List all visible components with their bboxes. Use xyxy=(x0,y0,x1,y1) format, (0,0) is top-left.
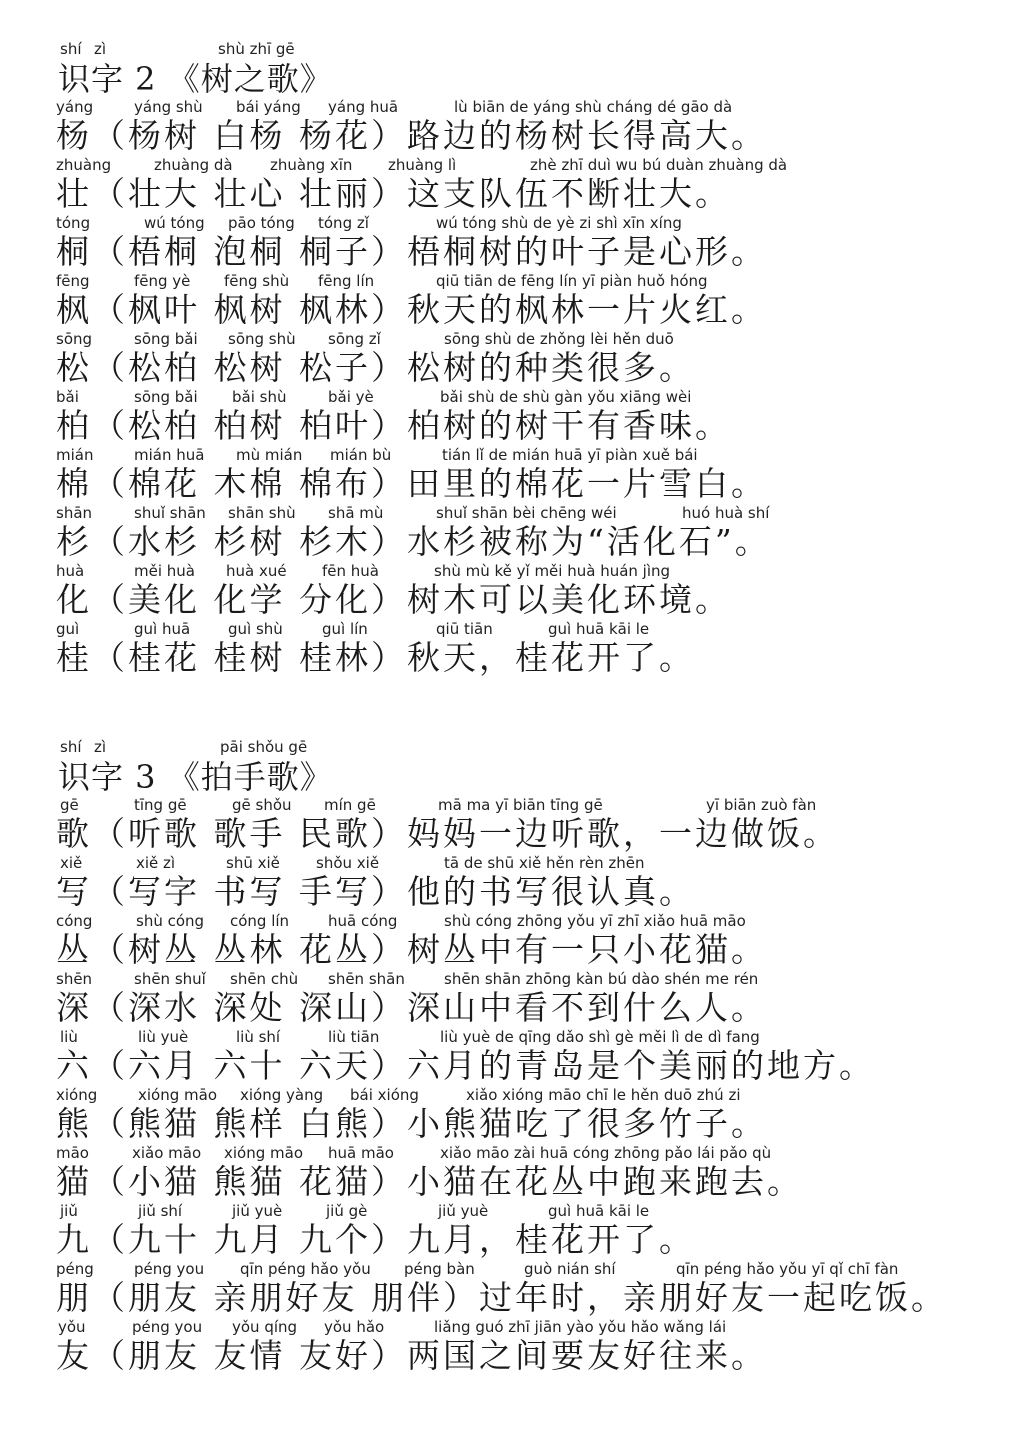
lesson-section xyxy=(56,40,1016,678)
pinyin-group: mín gē xyxy=(324,796,376,814)
pinyin-group: wú tóng shù de yè zi shì xīn xíng xyxy=(436,214,682,232)
pinyin-line xyxy=(56,1028,1016,1046)
vocab-entry xyxy=(56,330,1016,388)
vocab-entry xyxy=(56,1144,1016,1202)
pinyin-line xyxy=(56,98,1016,116)
pinyin-group: xiǎo xióng māo chī le hěn duō zhú zi xyxy=(466,1086,741,1104)
hanzi-line: 杨（杨树 白杨 杨花）路边的杨树长得高大。 xyxy=(56,116,767,155)
vocab-entry xyxy=(56,620,1016,678)
pinyin-group: pāo tóng xyxy=(228,214,295,232)
pinyin-line xyxy=(56,796,1016,814)
lesson-title-row xyxy=(56,40,1016,98)
pinyin-line xyxy=(56,446,1016,464)
pinyin-group: gē shǒu xyxy=(232,796,292,814)
pinyin-group: mù mián xyxy=(236,446,303,464)
pinyin-group: mā ma yī biān tīng gē xyxy=(438,796,603,814)
pinyin-group: shù cóng xyxy=(136,912,205,930)
pinyin-group: měi huà xyxy=(134,562,195,580)
pinyin-group: shù mù kě yǐ měi huà huán jìng xyxy=(434,562,671,580)
pinyin-line xyxy=(56,330,1016,348)
pinyin-group: shēn shān zhōng kàn bú dào shén me rén xyxy=(444,970,759,988)
pinyin-group: yáng huā xyxy=(328,98,399,116)
hanzi-line: 桂（桂花 桂树 桂林）秋天，桂花开了。 xyxy=(56,638,695,677)
vocab-entry xyxy=(56,1318,1016,1376)
pinyin-group: sōng shù de zhǒng lèi hěn duō xyxy=(444,330,674,348)
pinyin-group: liù yuè de qīng dǎo shì gè měi lì de dì fang xyxy=(440,1028,760,1046)
pinyin-group: liù shí xyxy=(236,1028,281,1046)
pinyin-group: fēng xyxy=(56,272,90,290)
pinyin-group: guò nián shí xyxy=(524,1260,616,1278)
pinyin-group: tóng xyxy=(56,214,91,232)
vocab-entry xyxy=(56,854,1016,912)
hanzi-line: 朋（朋友 亲朋好友 朋伴）过年时，亲朋好友一起吃饭。 xyxy=(56,1278,947,1317)
hanzi-line: 柏（松柏 柏树 柏叶）柏树的树干有香味。 xyxy=(56,406,731,445)
pinyin-group: yǒu qíng xyxy=(232,1318,298,1336)
pinyin-group: tīng gē xyxy=(134,796,187,814)
pinyin-group: qiū tiān de fēng lín yī piàn huǒ hóng xyxy=(436,272,708,290)
pinyin-group: zhè zhī duì wu bú duàn zhuàng dà xyxy=(530,156,788,174)
pinyin-group: liù xyxy=(60,1028,78,1046)
vocab-entry xyxy=(56,446,1016,504)
hanzi-line: 壮（壮大 壮心 壮丽）这支队伍不断壮大。 xyxy=(56,174,731,213)
vocab-entry xyxy=(56,272,1016,330)
pinyin-group: shù zhī gē xyxy=(218,40,295,58)
pinyin-group: yǒu xyxy=(58,1318,86,1336)
vocab-entry xyxy=(56,214,1016,272)
pinyin-group: shū xiě xyxy=(226,854,280,872)
pinyin-group: xiǎo māo xyxy=(132,1144,202,1162)
pinyin-line xyxy=(56,388,1016,406)
vocab-entry xyxy=(56,1260,1016,1318)
pinyin-group: shā mù xyxy=(328,504,384,522)
pinyin-group: cóng lín xyxy=(230,912,290,930)
pinyin-group: yī biān zuò fàn xyxy=(706,796,817,814)
pinyin-group: mián xyxy=(56,446,94,464)
vocab-entry xyxy=(56,562,1016,620)
pinyin-group: bái xióng xyxy=(350,1086,419,1104)
pinyin-group: yáng shù xyxy=(134,98,203,116)
vocab-entry xyxy=(56,912,1016,970)
pinyin-line xyxy=(56,970,1016,988)
pinyin-group: shí xyxy=(60,738,82,756)
pinyin-group: shēn shān xyxy=(328,970,405,988)
hanzi-line: 九（九十 九月 九个）九月，桂花开了。 xyxy=(56,1220,695,1259)
pinyin-group: bǎi yè xyxy=(328,388,374,406)
pinyin-line xyxy=(56,1144,1016,1162)
hanzi-line: 写（写字 书写 手写）他的书写很认真。 xyxy=(56,872,695,911)
pinyin-group: shēn shuǐ xyxy=(134,970,206,988)
pinyin-group: sōng bǎi xyxy=(134,388,198,406)
pinyin-group: péng bàn xyxy=(404,1260,475,1278)
pinyin-line xyxy=(56,156,1016,174)
pinyin-group: xióng māo xyxy=(224,1144,303,1162)
pinyin-group: péng you xyxy=(132,1318,203,1336)
pinyin-group: shān xyxy=(56,504,93,522)
pinyin-group: péng xyxy=(56,1260,94,1278)
hanzi-line: 猫（小猫 熊猫 花猫）小猫在花丛中跑来跑去。 xyxy=(56,1162,803,1201)
pinyin-group: péng you xyxy=(134,1260,205,1278)
vocab-entry xyxy=(56,970,1016,1028)
pinyin-group: shuǐ shān xyxy=(134,504,206,522)
hanzi-line: 棉（棉花 木棉 棉布）田里的棉花一片雪白。 xyxy=(56,464,767,503)
pinyin-group: xióng yàng xyxy=(240,1086,324,1104)
pinyin-group: pāi shǒu gē xyxy=(220,738,308,756)
pinyin-group: xióng māo xyxy=(138,1086,217,1104)
pinyin-group: māo xyxy=(56,1144,89,1162)
hanzi-line: 熊（熊猫 熊样 白熊）小熊猫吃了很多竹子。 xyxy=(56,1104,767,1143)
pinyin-group: bǎi shù de shù gàn yǒu xiāng wèi xyxy=(440,388,692,406)
pinyin-group: guì huā xyxy=(134,620,191,638)
title-pinyin xyxy=(56,738,1016,756)
pinyin-group: fēng shù xyxy=(224,272,290,290)
pinyin-group: shù cóng zhōng yǒu yī zhī xiǎo huā māo xyxy=(444,912,746,930)
pinyin-group: tā de shū xiě hěn rèn zhēn xyxy=(444,854,645,872)
pinyin-group: zì xyxy=(94,40,107,58)
lesson-title-row xyxy=(56,738,1016,796)
lesson-title: 识字 2 《树之歌》 xyxy=(58,60,333,98)
pinyin-group: shān shù xyxy=(228,504,296,522)
hanzi-line: 歌（听歌 歌手 民歌）妈妈一边听歌，一边做饭。 xyxy=(56,814,839,853)
pinyin-line xyxy=(56,1260,1016,1278)
pinyin-group: sōng bǎi xyxy=(134,330,198,348)
pinyin-line xyxy=(56,912,1016,930)
vocab-entry xyxy=(56,98,1016,156)
pinyin-group: shēn xyxy=(56,970,93,988)
pinyin-group: liù tiān xyxy=(328,1028,380,1046)
pinyin-group: cóng xyxy=(56,912,93,930)
pinyin-group: jiǔ yuè xyxy=(438,1202,489,1220)
pinyin-group: zhuàng xīn xyxy=(270,156,353,174)
pinyin-group: shuǐ shān bèi chēng wéi xyxy=(436,504,617,522)
pinyin-group: bái yáng xyxy=(236,98,301,116)
pinyin-group: shǒu xiě xyxy=(316,854,380,872)
hanzi-line: 丛（树丛 丛林 花丛）树丛中有一只小花猫。 xyxy=(56,930,767,969)
pinyin-group: huà xyxy=(56,562,85,580)
pinyin-group: sōng shù xyxy=(228,330,296,348)
pinyin-group: liù yuè xyxy=(138,1028,189,1046)
pinyin-group: huà xué xyxy=(226,562,287,580)
lesson-section xyxy=(56,738,1016,1376)
pinyin-group: yǒu hǎo xyxy=(324,1318,385,1336)
pinyin-line xyxy=(56,1086,1016,1104)
pinyin-group: bǎi xyxy=(56,388,79,406)
pinyin-group: wú tóng xyxy=(144,214,205,232)
vocab-entry xyxy=(56,504,1016,562)
vocab-entry xyxy=(56,156,1016,214)
vocab-entry xyxy=(56,1202,1016,1260)
pinyin-group: yáng xyxy=(56,98,94,116)
pinyin-group: mián bù xyxy=(330,446,392,464)
pinyin-group: jiǔ xyxy=(60,1202,78,1220)
pinyin-group: xiě zì xyxy=(136,854,176,872)
pinyin-group: sōng xyxy=(56,330,93,348)
pinyin-line xyxy=(56,620,1016,638)
hanzi-line: 松（松柏 松树 松子）松树的种类很多。 xyxy=(56,348,695,387)
pinyin-group: jiǔ gè xyxy=(326,1202,368,1220)
hanzi-line: 深（深水 深处 深山）深山中看不到什么人。 xyxy=(56,988,767,1027)
hanzi-line: 桐（梧桐 泡桐 桐子）梧桐树的叶子是心形。 xyxy=(56,232,767,271)
pinyin-group: xiǎo māo zài huā cóng zhōng pǎo lái pǎo qù xyxy=(440,1144,772,1162)
worksheet-page xyxy=(56,40,1016,1376)
hanzi-line: 杉（水杉 杉树 杉木）水杉被称为“活化石”。 xyxy=(56,522,771,561)
pinyin-group: qīn péng hǎo yǒu yī qǐ chī fàn xyxy=(676,1260,899,1278)
pinyin-group: guì lín xyxy=(322,620,368,638)
hanzi-line: 枫（枫叶 枫树 枫林）秋天的枫林一片火红。 xyxy=(56,290,767,329)
vocab-entry xyxy=(56,1028,1016,1086)
pinyin-group: sōng zǐ xyxy=(328,330,381,348)
hanzi-line: 六（六月 六十 六天）六月的青岛是个美丽的地方。 xyxy=(56,1046,875,1085)
pinyin-group: huā māo xyxy=(328,1144,394,1162)
pinyin-line xyxy=(56,272,1016,290)
pinyin-group: jiǔ yuè xyxy=(232,1202,283,1220)
pinyin-group: xiě xyxy=(60,854,83,872)
pinyin-group: tián lǐ de mián huā yī piàn xuě bái xyxy=(442,446,698,464)
pinyin-group: shēn chù xyxy=(230,970,299,988)
pinyin-group: guì huā kāi le xyxy=(548,1202,650,1220)
pinyin-line xyxy=(56,1202,1016,1220)
pinyin-line xyxy=(56,854,1016,872)
vocab-entry xyxy=(56,388,1016,446)
pinyin-group: qiū tiān xyxy=(436,620,493,638)
pinyin-line xyxy=(56,1318,1016,1336)
pinyin-group: fēng lín xyxy=(318,272,375,290)
pinyin-group: liǎng guó zhī jiān yào yǒu hǎo wǎng lái xyxy=(434,1318,727,1336)
hanzi-line: 化（美化 化学 分化）树木可以美化环境。 xyxy=(56,580,731,619)
pinyin-group: bǎi shù xyxy=(232,388,287,406)
pinyin-group: tóng zǐ xyxy=(318,214,369,232)
pinyin-group: zhuàng lì xyxy=(388,156,457,174)
pinyin-line xyxy=(56,562,1016,580)
pinyin-group: huó huà shí xyxy=(682,504,770,522)
pinyin-group: qīn péng hǎo yǒu xyxy=(240,1260,371,1278)
vocab-entry xyxy=(56,796,1016,854)
pinyin-line xyxy=(56,214,1016,232)
pinyin-group: lù biān de yáng shù cháng dé gāo dà xyxy=(454,98,733,116)
pinyin-group: fēn huà xyxy=(322,562,379,580)
pinyin-group: zhuàng xyxy=(56,156,112,174)
title-pinyin xyxy=(56,40,1016,58)
pinyin-group: xióng xyxy=(56,1086,98,1104)
pinyin-group: huā cóng xyxy=(328,912,398,930)
pinyin-group: shí xyxy=(60,40,82,58)
pinyin-group: zì xyxy=(94,738,107,756)
pinyin-group: jiǔ shí xyxy=(138,1202,183,1220)
pinyin-group: fēng yè xyxy=(134,272,191,290)
pinyin-group: guì shù xyxy=(228,620,283,638)
pinyin-group: guì huā kāi le xyxy=(548,620,650,638)
pinyin-line xyxy=(56,504,1016,522)
pinyin-group: zhuàng dà xyxy=(154,156,233,174)
vocab-entry xyxy=(56,1086,1016,1144)
pinyin-group: gē xyxy=(60,796,79,814)
pinyin-group: guì xyxy=(56,620,80,638)
lesson-title: 识字 3 《拍手歌》 xyxy=(58,758,333,796)
hanzi-line: 友（朋友 友情 友好）两国之间要友好往来。 xyxy=(56,1336,767,1375)
pinyin-group: mián huā xyxy=(134,446,205,464)
